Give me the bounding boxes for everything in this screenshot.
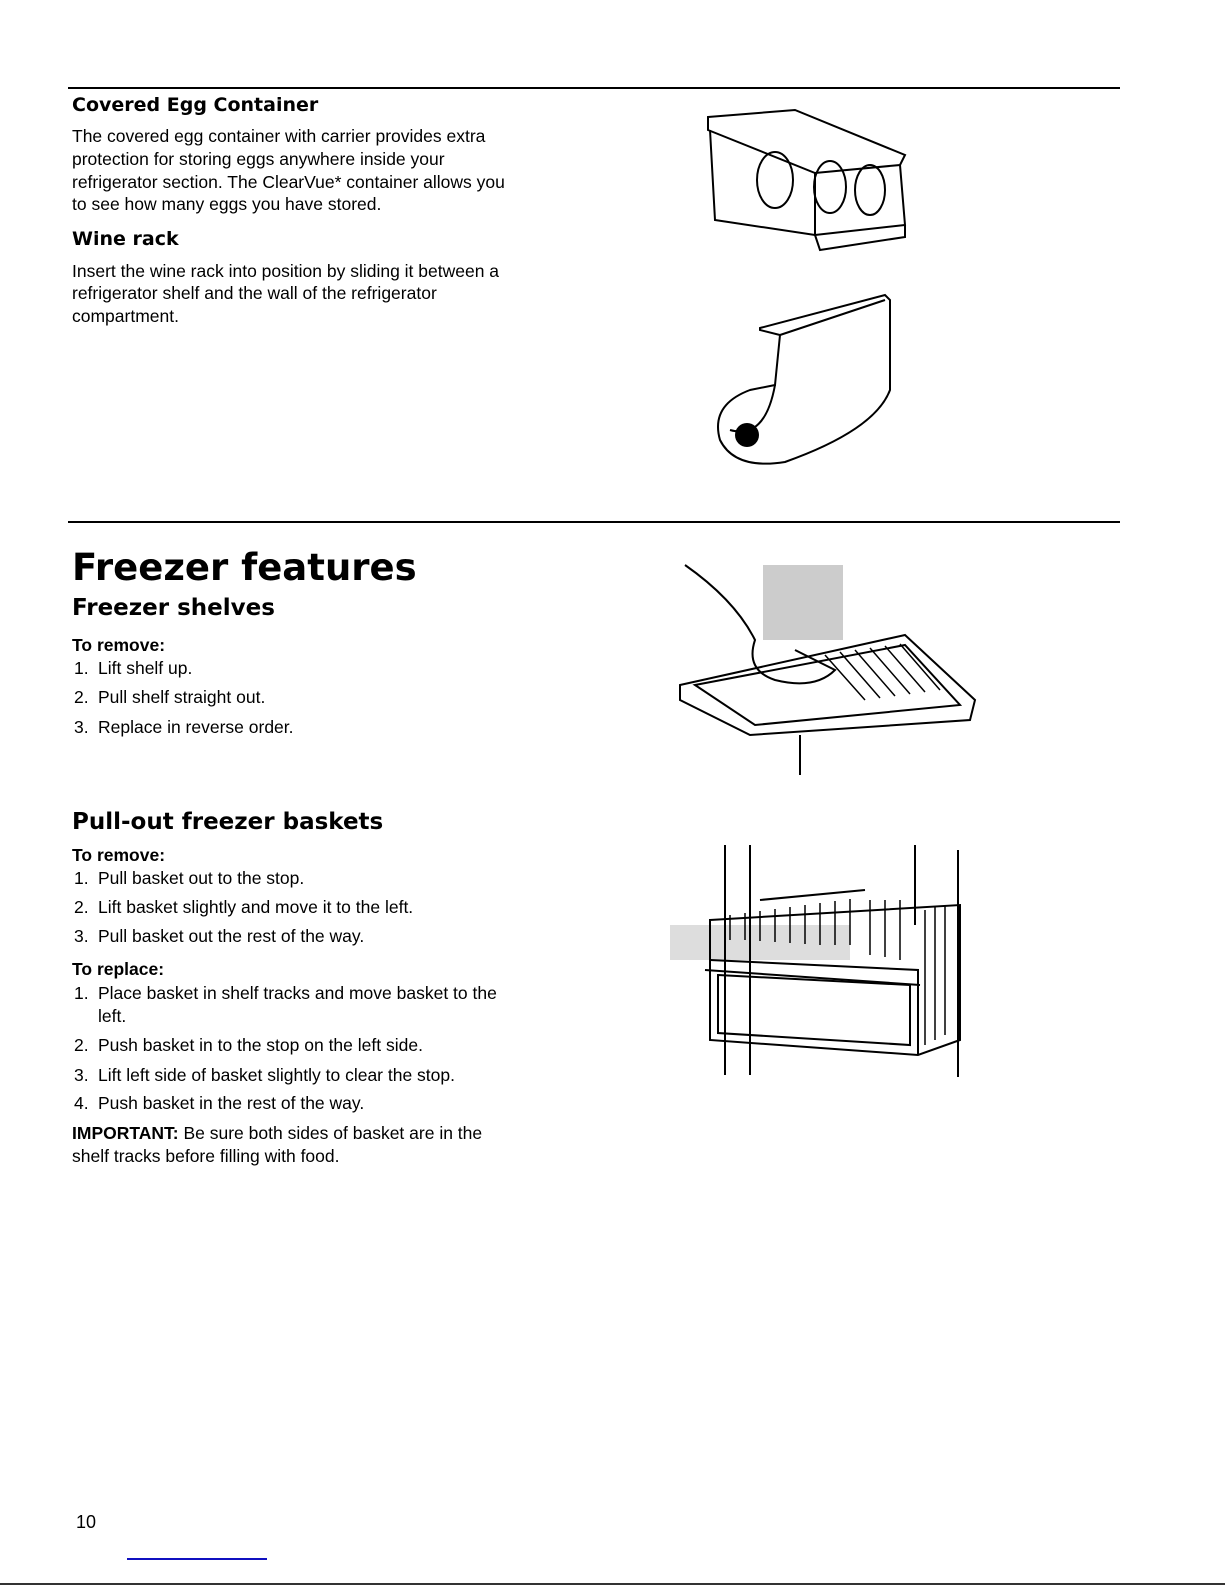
step-number: 2. <box>74 1035 89 1055</box>
important-text: Be sure both sides of basket are in the <box>178 1123 483 1143</box>
freezer-title: Freezer features <box>72 546 417 589</box>
important-note-line2: shelf tracks before filling with food. <box>72 1146 340 1166</box>
step-number: 1. <box>74 983 89 1003</box>
step-text: Replace in reverse order. <box>98 717 294 737</box>
to-remove-label: To remove: <box>72 635 166 655</box>
step-text: Push basket in the rest of the way. <box>98 1093 365 1113</box>
step-text: Place basket in shelf tracks and move basket to the <box>98 983 497 1003</box>
important-note <box>72 1122 482 1145</box>
step-text: Lift shelf up. <box>98 658 193 678</box>
step-text: Lift left side of basket slightly to clear the stop. <box>98 1065 455 1085</box>
freezer-shelf-illustration <box>675 560 980 775</box>
important-label: IMPORTANT: <box>72 1123 179 1143</box>
step-text: Pull basket out the rest of the way. <box>98 926 365 946</box>
section-divider <box>68 521 1120 523</box>
step-number: 3. <box>74 717 89 737</box>
step-item <box>74 1064 455 1087</box>
to-remove-label: To remove: <box>72 845 166 865</box>
step-item <box>74 982 497 1028</box>
step-number: 1. <box>74 868 89 888</box>
page-number: 10 <box>76 1512 97 1532</box>
egg-container-illustration <box>700 105 915 255</box>
step-number: 4. <box>74 1093 89 1113</box>
to-replace-label: To replace: <box>72 959 165 979</box>
step-text: Pull shelf straight out. <box>98 687 266 707</box>
step-number: 1. <box>74 658 89 678</box>
baskets-heading: Pull-out freezer baskets <box>72 809 384 835</box>
step-item <box>74 657 192 680</box>
step-text: left. <box>98 1006 127 1026</box>
egg-line: The covered egg container with carrier provides extra <box>72 126 486 146</box>
step-text: Push basket in to the stop on the left side. <box>98 1035 423 1055</box>
egg-line: refrigerator section. The ClearVue* container allows you <box>72 172 505 192</box>
wine-rack-illustration <box>705 290 895 470</box>
step-text: Lift basket slightly and move it to the left. <box>98 897 414 917</box>
step-number: 3. <box>74 926 89 946</box>
section-divider <box>68 87 1120 89</box>
egg-line: to see how many eggs you have stored. <box>72 194 382 214</box>
step-item <box>74 867 304 890</box>
step-text-block <box>98 982 497 1028</box>
step-item <box>74 686 265 709</box>
wine-line: compartment. <box>72 306 179 326</box>
step-text: Pull basket out to the stop. <box>98 868 305 888</box>
freezer-basket-illustration <box>670 845 965 1080</box>
egg-line: protection for storing eggs anywhere inside your <box>72 149 445 169</box>
scan-mark <box>127 1558 267 1560</box>
step-number: 2. <box>74 897 89 917</box>
step-number: 2. <box>74 687 89 707</box>
wine-heading: Wine rack <box>72 228 179 250</box>
step-number: 3. <box>74 1065 89 1085</box>
step-item <box>74 716 294 739</box>
step-item <box>74 1034 423 1057</box>
wine-line: refrigerator shelf and the wall of the refrigerator <box>72 283 437 303</box>
egg-heading: Covered Egg Container <box>72 94 319 116</box>
step-item <box>74 896 413 919</box>
shelves-heading: Freezer shelves <box>72 595 275 621</box>
step-item <box>74 925 364 948</box>
wine-line: Insert the wine rack into position by sliding it between a <box>72 261 500 281</box>
step-item <box>74 1092 364 1115</box>
